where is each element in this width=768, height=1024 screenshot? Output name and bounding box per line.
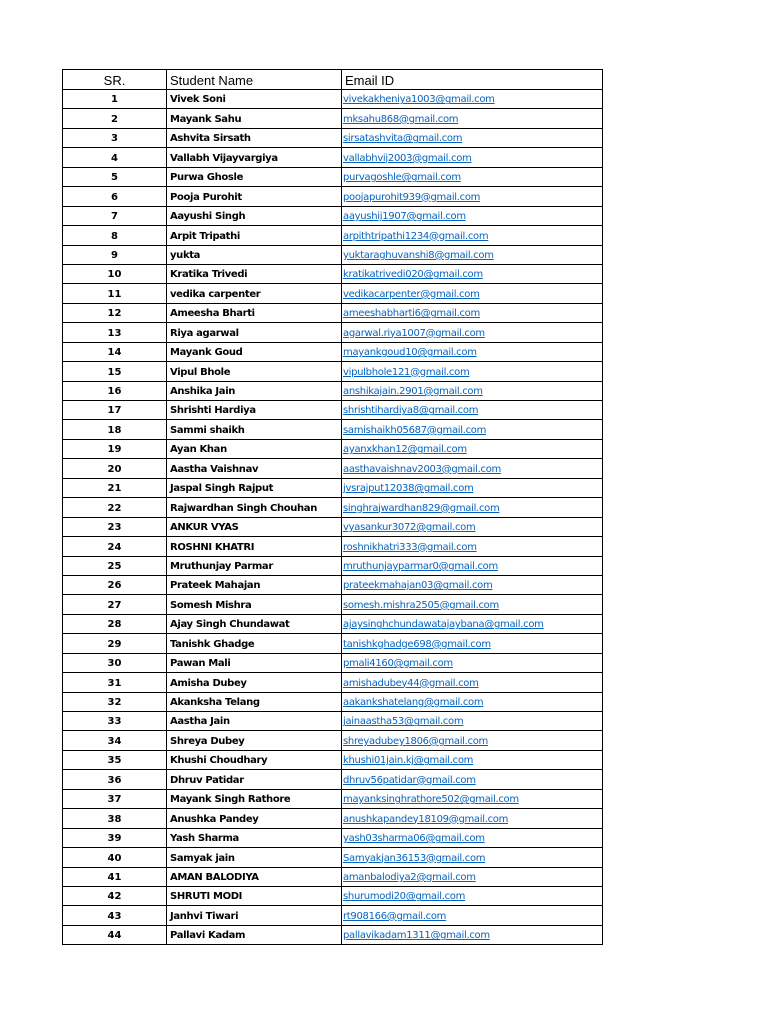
- table-row: [63, 128, 603, 147]
- table-row: [63, 653, 603, 672]
- email-link[interactable]: prateekmahajan03@gmail.com: [343, 580, 493, 592]
- table-row: [63, 537, 603, 556]
- serial-number-cell: 29: [63, 634, 167, 653]
- serial-number-cell: 20: [63, 459, 167, 478]
- email-cell: [342, 731, 603, 750]
- student-name-cell: Akanksha Telang: [167, 692, 342, 711]
- student-name-cell: Kratika Trivedi: [167, 264, 342, 283]
- table-row: [63, 264, 603, 283]
- header-row: [63, 70, 603, 90]
- serial-number-cell: 25: [63, 556, 167, 575]
- email-cell: [342, 226, 603, 245]
- table-body: [63, 90, 603, 945]
- student-name-cell: Ashvita Sirsath: [167, 128, 342, 147]
- student-name-cell: Aastha Vaishnav: [167, 459, 342, 478]
- table-row: [63, 323, 603, 342]
- serial-number-cell: 4: [63, 148, 167, 167]
- student-name-cell: Ameesha Bharti: [167, 303, 342, 322]
- table-row: [63, 770, 603, 789]
- serial-number-cell: 43: [63, 906, 167, 925]
- serial-number-cell: 1: [63, 90, 167, 109]
- serial-number-cell: 39: [63, 828, 167, 847]
- table-row: [63, 148, 603, 167]
- email-cell: [342, 789, 603, 808]
- student-name-cell: Riya agarwal: [167, 323, 342, 342]
- table-row: [63, 206, 603, 225]
- email-cell: [342, 750, 603, 769]
- email-cell: [342, 167, 603, 186]
- serial-number-cell: 23: [63, 517, 167, 536]
- email-link[interactable]: shurumodi20@gmail.com: [343, 891, 466, 903]
- serial-number-cell: 7: [63, 206, 167, 225]
- serial-number-cell: 2: [63, 109, 167, 128]
- table-row: [63, 809, 603, 828]
- header-email-id: Email ID: [342, 70, 603, 90]
- email-link[interactable]: mruthunjayparmar0@gmail.com: [343, 560, 498, 572]
- table-row: [63, 109, 603, 128]
- table-row: [63, 284, 603, 303]
- email-link[interactable]: aasthavaishnav2003@gmail.com: [343, 463, 501, 475]
- table-row: [63, 750, 603, 769]
- table-row: [63, 575, 603, 594]
- table-row: [63, 187, 603, 206]
- email-cell: [342, 90, 603, 109]
- serial-number-cell: 10: [63, 264, 167, 283]
- email-cell: [342, 148, 603, 167]
- serial-number-cell: 11: [63, 284, 167, 303]
- student-name-cell: Mayank Sahu: [167, 109, 342, 128]
- student-name-cell: Sammi shaikh: [167, 420, 342, 439]
- email-link[interactable]: somesh.mishra2505@gmail.com: [343, 599, 499, 611]
- email-cell: [342, 303, 603, 322]
- student-name-cell: ANKUR VYAS: [167, 517, 342, 536]
- serial-number-cell: 8: [63, 226, 167, 245]
- student-name-cell: SHRUTI MODI: [167, 886, 342, 905]
- email-link[interactable]: pallavikadam1311@gmail.com: [343, 930, 490, 942]
- email-link[interactable]: yuktaraghuvanshi8@gmail.com: [343, 249, 494, 261]
- student-name-cell: Dhruv Patidar: [167, 770, 342, 789]
- student-name-cell: Ajay Singh Chundawat: [167, 614, 342, 633]
- email-link[interactable]: kratikatrivedi020@gmail.com: [343, 269, 483, 281]
- email-cell: [342, 673, 603, 692]
- serial-number-cell: 17: [63, 401, 167, 420]
- email-link[interactable]: samishaikh05687@gmail.com: [343, 424, 487, 436]
- serial-number-cell: 15: [63, 362, 167, 381]
- email-cell: [342, 459, 603, 478]
- email-cell: [342, 381, 603, 400]
- table-row: [63, 303, 603, 322]
- student-name-cell: Pawan Mali: [167, 653, 342, 672]
- serial-number-cell: 38: [63, 809, 167, 828]
- serial-number-cell: 33: [63, 712, 167, 731]
- table-row: [63, 226, 603, 245]
- table-row: [63, 634, 603, 653]
- email-link[interactable]: khushi01jain.kj@gmail.com: [343, 755, 474, 767]
- table-row: [63, 167, 603, 186]
- email-link[interactable]: arpithtripathi1234@gmail.com: [343, 230, 489, 242]
- email-link[interactable]: amanbalodiya2@gmail.com: [343, 871, 476, 883]
- serial-number-cell: 35: [63, 750, 167, 769]
- email-cell: [342, 770, 603, 789]
- email-link[interactable]: tanishkghadge698@gmail.com: [343, 638, 491, 650]
- email-link[interactable]: shreyadubey1806@gmail.com: [343, 735, 489, 747]
- email-cell: [342, 886, 603, 905]
- email-link[interactable]: roshnikhatri333@gmail.com: [343, 541, 477, 553]
- serial-number-cell: 26: [63, 575, 167, 594]
- student-table: [62, 69, 603, 945]
- email-link[interactable]: anushkapandey18109@gmail.com: [343, 813, 509, 825]
- table-row: [63, 556, 603, 575]
- table-row: [63, 595, 603, 614]
- table-row: [63, 906, 603, 925]
- email-link[interactable]: yash03sharma06@gmail.com: [343, 833, 485, 845]
- email-link[interactable]: sirsatashvita@gmail.com: [343, 133, 463, 145]
- email-link[interactable]: jvsrajput12038@gmail.com: [343, 483, 474, 495]
- serial-number-cell: 37: [63, 789, 167, 808]
- student-name-cell: AMAN BALODIYA: [167, 867, 342, 886]
- serial-number-cell: 31: [63, 673, 167, 692]
- email-cell: [342, 634, 603, 653]
- email-cell: [342, 362, 603, 381]
- email-cell: [342, 867, 603, 886]
- table-row: [63, 478, 603, 497]
- email-link[interactable]: dhruv56patidar@gmail.com: [343, 774, 476, 786]
- student-name-cell: Anushka Pandey: [167, 809, 342, 828]
- serial-number-cell: 34: [63, 731, 167, 750]
- serial-number-cell: 32: [63, 692, 167, 711]
- email-link[interactable]: ajaysinghchundawatajaybana@gmail.com: [343, 619, 544, 631]
- email-cell: [342, 906, 603, 925]
- table-row: [63, 381, 603, 400]
- table-row: [63, 342, 603, 361]
- serial-number-cell: 24: [63, 537, 167, 556]
- email-link[interactable]: mayankgoud10@gmail.com: [343, 347, 477, 359]
- table-row: [63, 362, 603, 381]
- email-cell: [342, 401, 603, 420]
- email-cell: [342, 420, 603, 439]
- serial-number-cell: 14: [63, 342, 167, 361]
- serial-number-cell: 41: [63, 867, 167, 886]
- email-cell: [342, 712, 603, 731]
- serial-number-cell: 5: [63, 167, 167, 186]
- table-row: [63, 731, 603, 750]
- email-link[interactable]: pmali4160@gmail.com: [343, 658, 453, 670]
- table-row: [63, 886, 603, 905]
- email-link[interactable]: ayanxkhan12@gmail.com: [343, 444, 467, 456]
- email-link[interactable]: mayanksinghrathore502@gmail.com: [343, 794, 519, 806]
- email-link[interactable]: purvagoshle@gmail.com: [343, 172, 461, 184]
- table-row: [63, 673, 603, 692]
- email-cell: [342, 692, 603, 711]
- serial-number-cell: 27: [63, 595, 167, 614]
- email-cell: [342, 206, 603, 225]
- student-name-cell: Mruthunjay Parmar: [167, 556, 342, 575]
- email-cell: [342, 653, 603, 672]
- student-name-cell: Arpit Tripathi: [167, 226, 342, 245]
- student-name-cell: Vallabh Vijayvargiya: [167, 148, 342, 167]
- header-sr: SR.: [63, 70, 167, 90]
- table-row: [63, 789, 603, 808]
- email-link[interactable]: vallabhvij2003@gmail.com: [343, 152, 472, 164]
- email-cell: [342, 537, 603, 556]
- table-row: [63, 459, 603, 478]
- table-row: [63, 420, 603, 439]
- serial-number-cell: 36: [63, 770, 167, 789]
- student-name-cell: Aayushi Singh: [167, 206, 342, 225]
- student-name-cell: Mayank Singh Rathore: [167, 789, 342, 808]
- email-link[interactable]: vyasankur3072@gmail.com: [343, 522, 476, 534]
- email-link[interactable]: vivekakheniya1003@gmail.com: [343, 94, 495, 106]
- serial-number-cell: 42: [63, 886, 167, 905]
- email-cell: [342, 848, 603, 867]
- email-link[interactable]: Samyakjan36153@gmail.com: [343, 852, 486, 864]
- student-name-cell: Aastha Jain: [167, 712, 342, 731]
- email-cell: [342, 187, 603, 206]
- email-link[interactable]: shrishtihardiya8@gmail.com: [343, 405, 479, 417]
- email-cell: [342, 556, 603, 575]
- student-name-cell: Janhvi Tiwari: [167, 906, 342, 925]
- student-name-cell: Pooja Purohit: [167, 187, 342, 206]
- table-row: [63, 828, 603, 847]
- student-name-cell: Yash Sharma: [167, 828, 342, 847]
- serial-number-cell: 12: [63, 303, 167, 322]
- email-link[interactable]: vipulbhole121@gmail.com: [343, 366, 470, 378]
- email-cell: [342, 439, 603, 458]
- email-cell: [342, 478, 603, 497]
- serial-number-cell: 19: [63, 439, 167, 458]
- student-name-cell: Amisha Dubey: [167, 673, 342, 692]
- email-link[interactable]: singhrajwardhan829@gmail.com: [343, 502, 500, 514]
- student-name-cell: Vipul Bhole: [167, 362, 342, 381]
- table-row: [63, 439, 603, 458]
- student-name-cell: Shrishti Hardiya: [167, 401, 342, 420]
- email-cell: [342, 264, 603, 283]
- student-name-cell: Samyak jain: [167, 848, 342, 867]
- serial-number-cell: 21: [63, 478, 167, 497]
- serial-number-cell: 18: [63, 420, 167, 439]
- email-cell: [342, 109, 603, 128]
- table-row: [63, 90, 603, 109]
- email-cell: [342, 323, 603, 342]
- student-name-cell: Ayan Khan: [167, 439, 342, 458]
- student-name-cell: Mayank Goud: [167, 342, 342, 361]
- table-row: [63, 401, 603, 420]
- serial-number-cell: 3: [63, 128, 167, 147]
- student-name-cell: Anshika Jain: [167, 381, 342, 400]
- email-cell: [342, 498, 603, 517]
- serial-number-cell: 28: [63, 614, 167, 633]
- table-row: [63, 245, 603, 264]
- email-cell: [342, 575, 603, 594]
- student-name-cell: Jaspal Singh Rajput: [167, 478, 342, 497]
- email-cell: [342, 925, 603, 944]
- serial-number-cell: 9: [63, 245, 167, 264]
- student-name-cell: yukta: [167, 245, 342, 264]
- student-name-cell: Pallavi Kadam: [167, 925, 342, 944]
- student-name-cell: Vivek Soni: [167, 90, 342, 109]
- student-name-cell: Somesh Mishra: [167, 595, 342, 614]
- table-row: [63, 848, 603, 867]
- email-link[interactable]: ameeshabharti6@gmail.com: [343, 308, 480, 320]
- serial-number-cell: 16: [63, 381, 167, 400]
- serial-number-cell: 44: [63, 925, 167, 944]
- email-link[interactable]: jainaastha53@gmail.com: [343, 716, 464, 728]
- serial-number-cell: 22: [63, 498, 167, 517]
- email-cell: [342, 828, 603, 847]
- email-cell: [342, 128, 603, 147]
- table-row: [63, 925, 603, 944]
- table-row: [63, 692, 603, 711]
- email-cell: [342, 517, 603, 536]
- email-link[interactable]: poojapurohit939@gmail.com: [343, 191, 481, 203]
- student-name-cell: Purwa Ghosle: [167, 167, 342, 186]
- table-row: [63, 517, 603, 536]
- email-link[interactable]: agarwal.riya1007@gmail.com: [343, 327, 485, 339]
- email-link[interactable]: amishadubey44@gmail.com: [343, 677, 479, 689]
- student-name-cell: Shreya Dubey: [167, 731, 342, 750]
- student-name-cell: Prateek Mahajan: [167, 575, 342, 594]
- email-cell: [342, 245, 603, 264]
- student-name-cell: ROSHNI KHATRI: [167, 537, 342, 556]
- email-cell: [342, 595, 603, 614]
- email-cell: [342, 284, 603, 303]
- email-cell: [342, 614, 603, 633]
- email-link[interactable]: aayushij1907@gmail.com: [343, 211, 466, 223]
- table-row: [63, 498, 603, 517]
- email-link[interactable]: aakankshatelang@gmail.com: [343, 697, 484, 708]
- student-name-cell: Rajwardhan Singh Chouhan: [167, 498, 342, 517]
- email-cell: [342, 342, 603, 361]
- student-name-cell: Khushi Choudhary: [167, 750, 342, 769]
- student-name-cell: Tanishk Ghadge: [167, 634, 342, 653]
- table-row: [63, 867, 603, 886]
- serial-number-cell: 40: [63, 848, 167, 867]
- email-link[interactable]: rt908166@gmail.com: [343, 910, 447, 922]
- email-cell: [342, 809, 603, 828]
- serial-number-cell: 13: [63, 323, 167, 342]
- email-link[interactable]: anshikajain.2901@gmail.com: [343, 386, 483, 397]
- serial-number-cell: 6: [63, 187, 167, 206]
- serial-number-cell: 30: [63, 653, 167, 672]
- header-student-name: Student Name: [167, 70, 342, 90]
- table-row: [63, 614, 603, 633]
- email-link[interactable]: mksahu868@gmail.com: [343, 113, 459, 125]
- table-row: [63, 712, 603, 731]
- student-name-cell: vedika carpenter: [167, 284, 342, 303]
- email-link[interactable]: vedikacarpenter@gmail.com: [343, 288, 480, 300]
